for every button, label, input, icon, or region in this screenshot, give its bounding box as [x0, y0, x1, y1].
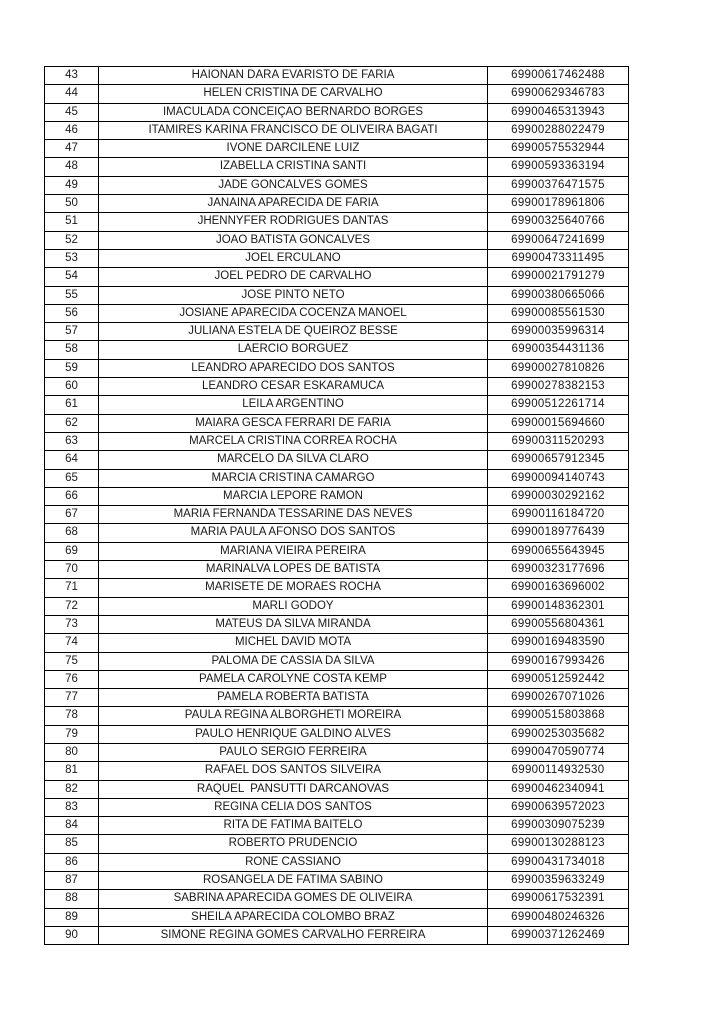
table-row: [45, 286, 629, 304]
name-cell: PALOMA DE CASSIA DA SILVA: [99, 652, 488, 670]
row-number-cell: 57: [45, 323, 99, 341]
table-row: [45, 506, 629, 524]
phone-number-cell: 69900288022479: [488, 121, 629, 139]
table-row: [45, 634, 629, 652]
row-number-cell: 50: [45, 195, 99, 213]
table-row: [45, 908, 629, 926]
name-cell: MARIA PAULA AFONSO DOS SANTOS: [99, 524, 488, 542]
table-row: [45, 195, 629, 213]
row-number-cell: 44: [45, 85, 99, 103]
row-number-cell: 52: [45, 231, 99, 249]
name-cell: JULIANA ESTELA DE QUEIROZ BESSE: [99, 323, 488, 341]
table-row: [45, 414, 629, 432]
table-row: [45, 817, 629, 835]
table-row: [45, 853, 629, 871]
name-cell: ROSANGELA DE FATIMA SABINO: [99, 872, 488, 890]
row-number-cell: 90: [45, 926, 99, 944]
phone-number-cell: 69900617532391: [488, 890, 629, 908]
table-row: [45, 652, 629, 670]
table-row: [45, 743, 629, 761]
phone-number-cell: 69900021791279: [488, 268, 629, 286]
phone-number-cell: 69900354431136: [488, 341, 629, 359]
row-number-cell: 64: [45, 451, 99, 469]
row-number-cell: 54: [45, 268, 99, 286]
phone-number-cell: 69900359633249: [488, 872, 629, 890]
row-number-cell: 77: [45, 689, 99, 707]
name-cell: MARCELO DA SILVA CLARO: [99, 451, 488, 469]
table-row: [45, 670, 629, 688]
row-number-cell: 56: [45, 304, 99, 322]
name-cell: JOEL ERCULANO: [99, 249, 488, 267]
row-number-cell: 73: [45, 615, 99, 633]
table-row: [45, 561, 629, 579]
row-number-cell: 89: [45, 908, 99, 926]
table-row: [45, 158, 629, 176]
name-cell: JOAO BATISTA GONCALVES: [99, 231, 488, 249]
phone-number-cell: 69900512592442: [488, 670, 629, 688]
phone-number-cell: 69900278382153: [488, 378, 629, 396]
row-number-cell: 80: [45, 743, 99, 761]
row-number-cell: 75: [45, 652, 99, 670]
row-number-cell: 85: [45, 835, 99, 853]
row-number-cell: 45: [45, 103, 99, 121]
roster-table-body: [45, 67, 629, 945]
phone-number-cell: 69900639572023: [488, 798, 629, 816]
table-row: [45, 451, 629, 469]
phone-number-cell: 69900575532944: [488, 140, 629, 158]
row-number-cell: 55: [45, 286, 99, 304]
row-number-cell: 67: [45, 506, 99, 524]
phone-number-cell: 69900380665066: [488, 286, 629, 304]
name-cell: RONE CASSIANO: [99, 853, 488, 871]
phone-number-cell: 69900178961806: [488, 195, 629, 213]
name-cell: JOEL PEDRO DE CARVALHO: [99, 268, 488, 286]
phone-number-cell: 69900027810826: [488, 359, 629, 377]
table-row: [45, 231, 629, 249]
table-row: [45, 323, 629, 341]
row-number-cell: 82: [45, 780, 99, 798]
row-number-cell: 53: [45, 249, 99, 267]
table-row: [45, 597, 629, 615]
phone-number-cell: 69900167993426: [488, 652, 629, 670]
name-cell: JOSE PINTO NETO: [99, 286, 488, 304]
row-number-cell: 60: [45, 378, 99, 396]
name-cell: LEILA ARGENTINO: [99, 396, 488, 414]
name-cell: IVONE DARCILENE LUIZ: [99, 140, 488, 158]
row-number-cell: 58: [45, 341, 99, 359]
table-row: [45, 396, 629, 414]
phone-number-cell: 69900323177696: [488, 561, 629, 579]
table-row: [45, 213, 629, 231]
name-cell: HELEN CRISTINA DE CARVALHO: [99, 85, 488, 103]
name-cell: MARCIA LEPORE RAMON: [99, 487, 488, 505]
name-cell: JOSIANE APARECIDA COCENZA MANOEL: [99, 304, 488, 322]
name-cell: MARIANA VIEIRA PEREIRA: [99, 542, 488, 560]
phone-number-cell: 69900617462488: [488, 67, 629, 85]
table-row: [45, 780, 629, 798]
phone-number-cell: 69900655643945: [488, 542, 629, 560]
row-number-cell: 65: [45, 469, 99, 487]
phone-number-cell: 69900556804361: [488, 615, 629, 633]
row-number-cell: 49: [45, 176, 99, 194]
table-row: [45, 762, 629, 780]
name-cell: RAFAEL DOS SANTOS SILVEIRA: [99, 762, 488, 780]
name-cell: LAERCIO BORGUEZ: [99, 341, 488, 359]
phone-number-cell: 69900169483590: [488, 634, 629, 652]
name-cell: SIMONE REGINA GOMES CARVALHO FERREIRA: [99, 926, 488, 944]
table-row: [45, 359, 629, 377]
table-row: [45, 524, 629, 542]
name-cell: RITA DE FATIMA BAITELO: [99, 817, 488, 835]
row-number-cell: 62: [45, 414, 99, 432]
phone-number-cell: 69900465313943: [488, 103, 629, 121]
name-cell: MARCELA CRISTINA CORREA ROCHA: [99, 432, 488, 450]
phone-number-cell: 69900647241699: [488, 231, 629, 249]
table-row: [45, 725, 629, 743]
name-cell: SABRINA APARECIDA GOMES DE OLIVEIRA: [99, 890, 488, 908]
table-row: [45, 542, 629, 560]
name-cell: RAQUEL PANSUTTI DARCANOVAS: [99, 780, 488, 798]
table-row: [45, 140, 629, 158]
row-number-cell: 66: [45, 487, 99, 505]
phone-number-cell: 69900473311495: [488, 249, 629, 267]
phone-number-cell: 69900629346783: [488, 85, 629, 103]
table-row: [45, 67, 629, 85]
roster-table: [44, 66, 629, 945]
phone-number-cell: 69900189776439: [488, 524, 629, 542]
name-cell: LEANDRO CESAR ESKARAMUCA: [99, 378, 488, 396]
row-number-cell: 72: [45, 597, 99, 615]
table-row: [45, 176, 629, 194]
phone-number-cell: 69900253035682: [488, 725, 629, 743]
table-row: [45, 85, 629, 103]
row-number-cell: 43: [45, 67, 99, 85]
table-row: [45, 926, 629, 944]
phone-number-cell: 69900657912345: [488, 451, 629, 469]
row-number-cell: 48: [45, 158, 99, 176]
row-number-cell: 79: [45, 725, 99, 743]
phone-number-cell: 69900085561530: [488, 304, 629, 322]
phone-number-cell: 69900325640766: [488, 213, 629, 231]
table-row: [45, 469, 629, 487]
phone-number-cell: 69900267071026: [488, 689, 629, 707]
phone-number-cell: 69900376471575: [488, 176, 629, 194]
name-cell: MICHEL DAVID MOTA: [99, 634, 488, 652]
table-row: [45, 798, 629, 816]
phone-number-cell: 69900148362301: [488, 597, 629, 615]
table-row: [45, 835, 629, 853]
phone-number-cell: 69900114932530: [488, 762, 629, 780]
phone-number-cell: 69900470590774: [488, 743, 629, 761]
row-number-cell: 78: [45, 707, 99, 725]
name-cell: IMACULADA CONCEIÇAO BERNARDO BORGES: [99, 103, 488, 121]
name-cell: REGINA CELIA DOS SANTOS: [99, 798, 488, 816]
phone-number-cell: 69900094140743: [488, 469, 629, 487]
row-number-cell: 59: [45, 359, 99, 377]
row-number-cell: 61: [45, 396, 99, 414]
phone-number-cell: 69900462340941: [488, 780, 629, 798]
table-row: [45, 249, 629, 267]
name-cell: LEANDRO APARECIDO DOS SANTOS: [99, 359, 488, 377]
name-cell: MARLI GODOY: [99, 597, 488, 615]
phone-number-cell: 69900163696002: [488, 579, 629, 597]
table-row: [45, 615, 629, 633]
name-cell: PAULO HENRIQUE GALDINO ALVES: [99, 725, 488, 743]
row-number-cell: 81: [45, 762, 99, 780]
phone-number-cell: 69900431734018: [488, 853, 629, 871]
phone-number-cell: 69900311520293: [488, 432, 629, 450]
name-cell: MARISETE DE MORAES ROCHA: [99, 579, 488, 597]
row-number-cell: 71: [45, 579, 99, 597]
row-number-cell: 68: [45, 524, 99, 542]
table-row: [45, 268, 629, 286]
table-row: [45, 341, 629, 359]
name-cell: SHEILA APARECIDA COLOMBO BRAZ: [99, 908, 488, 926]
name-cell: ROBERTO PRUDENCIO: [99, 835, 488, 853]
row-number-cell: 47: [45, 140, 99, 158]
row-number-cell: 46: [45, 121, 99, 139]
phone-number-cell: 69900593363194: [488, 158, 629, 176]
table-row: [45, 689, 629, 707]
phone-number-cell: 69900116184720: [488, 506, 629, 524]
table-row: [45, 487, 629, 505]
name-cell: IZABELLA CRISTINA SANTI: [99, 158, 488, 176]
phone-number-cell: 69900309075239: [488, 817, 629, 835]
table-row: [45, 890, 629, 908]
table-row: [45, 304, 629, 322]
table-row: [45, 579, 629, 597]
name-cell: HAIONAN DARA EVARISTO DE FARIA: [99, 67, 488, 85]
table-row: [45, 432, 629, 450]
name-cell: MAIARA GESCA FERRARI DE FARIA: [99, 414, 488, 432]
name-cell: PAMELA ROBERTA BATISTA: [99, 689, 488, 707]
name-cell: PAULO SERGIO FERREIRA: [99, 743, 488, 761]
phone-number-cell: 69900480246326: [488, 908, 629, 926]
name-cell: JHENNYFER RODRIGUES DANTAS: [99, 213, 488, 231]
name-cell: JADE GONCALVES GOMES: [99, 176, 488, 194]
phone-number-cell: 69900030292162: [488, 487, 629, 505]
table-row: [45, 707, 629, 725]
row-number-cell: 63: [45, 432, 99, 450]
row-number-cell: 51: [45, 213, 99, 231]
name-cell: ITAMIRES KARINA FRANCISCO DE OLIVEIRA BAGATI: [99, 121, 488, 139]
row-number-cell: 70: [45, 561, 99, 579]
name-cell: MARCIA CRISTINA CAMARGO: [99, 469, 488, 487]
table-row: [45, 103, 629, 121]
name-cell: MATEUS DA SILVA MIRANDA: [99, 615, 488, 633]
row-number-cell: 76: [45, 670, 99, 688]
row-number-cell: 88: [45, 890, 99, 908]
row-number-cell: 74: [45, 634, 99, 652]
table-row: [45, 378, 629, 396]
table-row: [45, 872, 629, 890]
row-number-cell: 87: [45, 872, 99, 890]
row-number-cell: 86: [45, 853, 99, 871]
name-cell: JANAINA APARECIDA DE FARIA: [99, 195, 488, 213]
row-number-cell: 69: [45, 542, 99, 560]
name-cell: MARIA FERNANDA TESSARINE DAS NEVES: [99, 506, 488, 524]
phone-number-cell: 69900515803868: [488, 707, 629, 725]
name-cell: PAMELA CAROLYNE COSTA KEMP: [99, 670, 488, 688]
row-number-cell: 83: [45, 798, 99, 816]
phone-number-cell: 69900371262469: [488, 926, 629, 944]
name-cell: PAULA REGINA ALBORGHETI MOREIRA: [99, 707, 488, 725]
phone-number-cell: 69900015694660: [488, 414, 629, 432]
table-row: [45, 121, 629, 139]
row-number-cell: 84: [45, 817, 99, 835]
name-cell: MARINALVA LOPES DE BATISTA: [99, 561, 488, 579]
phone-number-cell: 69900512261714: [488, 396, 629, 414]
phone-number-cell: 69900035996314: [488, 323, 629, 341]
phone-number-cell: 69900130288123: [488, 835, 629, 853]
